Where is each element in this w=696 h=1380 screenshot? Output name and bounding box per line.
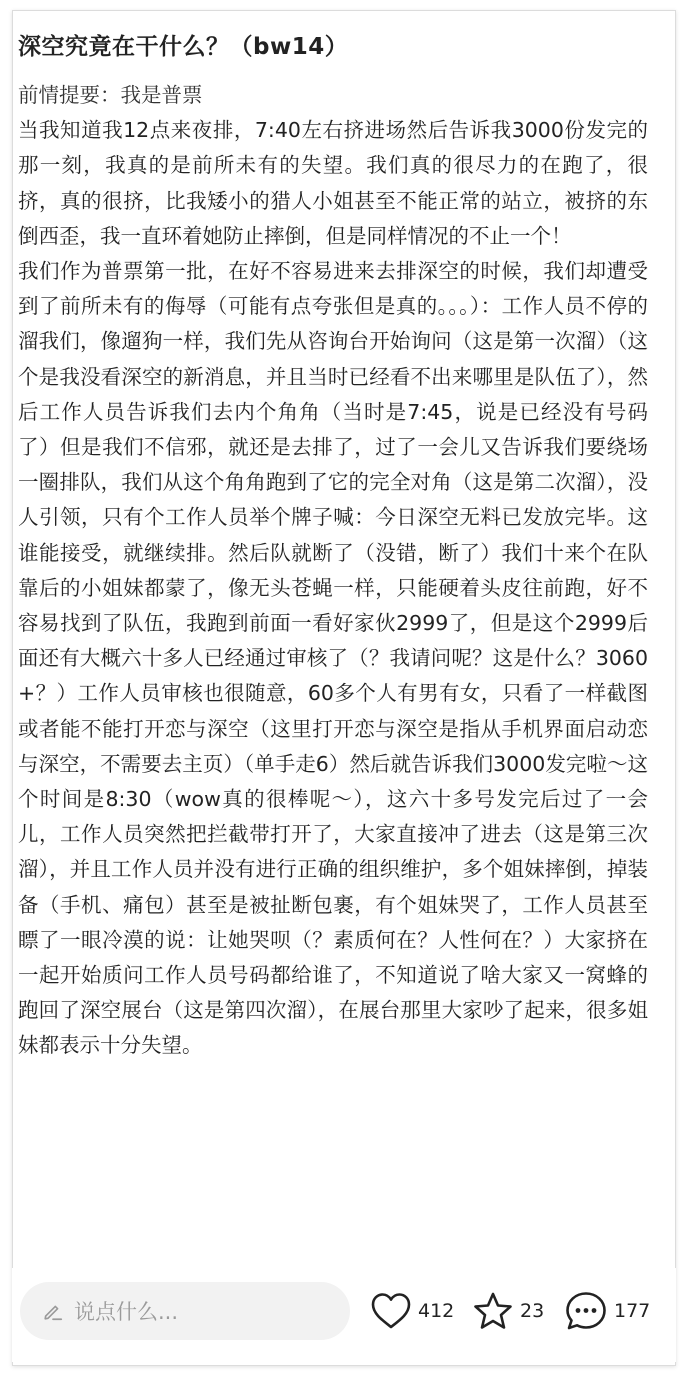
post-paragraph: 我们作为普票第一批，在好不容易进来去排深空的时候，我们却遭受到了前所未有的侮辱（可能有点夸张但是真的。。。）：工作人员不停的溜我们，像遛狗一样，我们先从咨询台开始询问（这是第一次溜）（这个是我没看深空的新消息，并且当时已经看不出来哪里是队伍了），然后工作人员告诉我们去内个角角（当时是7:45，说是已经没有号码了）但是我们不信邪，就还是去排了，过了一会儿又告诉我们要绕场一圈排队，我们从这个角角跑到了它的完全对角（这是第二次溜），没人引领，只有个工作人员举个牌子喊：今日深空无料已发放完毕。这谁能接受，就继续排。然后队就断了（没错，断了）我们十来个在队靠后的小姐妹都蒙了，像无头苍蝇一样，只能硬着头皮往前跑，好不容易找到了队伍，我跑到前面一看好家伙2999了，但是这个2999后面还有大概六十多人已经通过审核了（？我请问呢？这是什么？3060+？）工作人员审核也很随意，60多个人有男有女，只看了一样截图或者能不能打开恋与深空（这里打开恋与深空是指从手机界面启动恋与深空，不需要去主页）（单手走6）然后就告诉我们3000发完啦～这个时间是8:30（wow真的很棒呢～），这六十多号发完后过了一会儿，工作人员突然把拦截带打开了，大家直接冲了进去（这是第三次溜），并且工作人员并没有进行正确的组织维护，多个姐妹摔倒，掉装备（手机、痛包）甚至是被扯断包裹，有个姐妹哭了，工作人员甚至瞟了一眼冷漠的说：让她哭呗（？素质何在？人性何在？）大家挤在一起开始质问工作人员号码都给谁了，不知道说了啥大家又一窝蜂的跑回了深空展台（这是第四次溜），在展台那里大家吵了起来，很多姐妹都表示十分失望。 — [18, 259, 648, 1058]
chat-bubble-icon — [564, 1290, 608, 1332]
star-icon — [472, 1291, 514, 1331]
pencil-icon — [42, 1300, 64, 1322]
favorite-count: 23 — [520, 1300, 545, 1322]
comment-placeholder: 说点什么... — [74, 1300, 179, 1324]
like-count: 412 — [418, 1300, 455, 1322]
heart-icon — [370, 1291, 412, 1331]
bottom-action-bar — [12, 1268, 676, 1362]
comment-input[interactable] — [20, 1282, 350, 1340]
post-paragraph: 当我知道我12点来夜排，7:40左右挤进场然后告诉我3000份发完的那一刻，我真的是前所未有的失望。我们真的很尽力的在跑了，很挤，真的很挤，比我矮小的猎人小姐甚至不能正常的站立，被挤的东倒西歪，我一直环着她防止摔倒，但是同样情况的不止一个！ — [18, 118, 648, 248]
comment-count: 177 — [614, 1300, 651, 1322]
post-body — [18, 78, 648, 1264]
like-button[interactable] — [370, 1288, 454, 1334]
post-paragraph: 前情提要：我是普票 — [18, 83, 203, 107]
post-title: 深空究竟在干什么？（bw14） — [18, 34, 349, 60]
favorite-button[interactable] — [472, 1288, 544, 1334]
comment-button[interactable] — [564, 1288, 650, 1334]
